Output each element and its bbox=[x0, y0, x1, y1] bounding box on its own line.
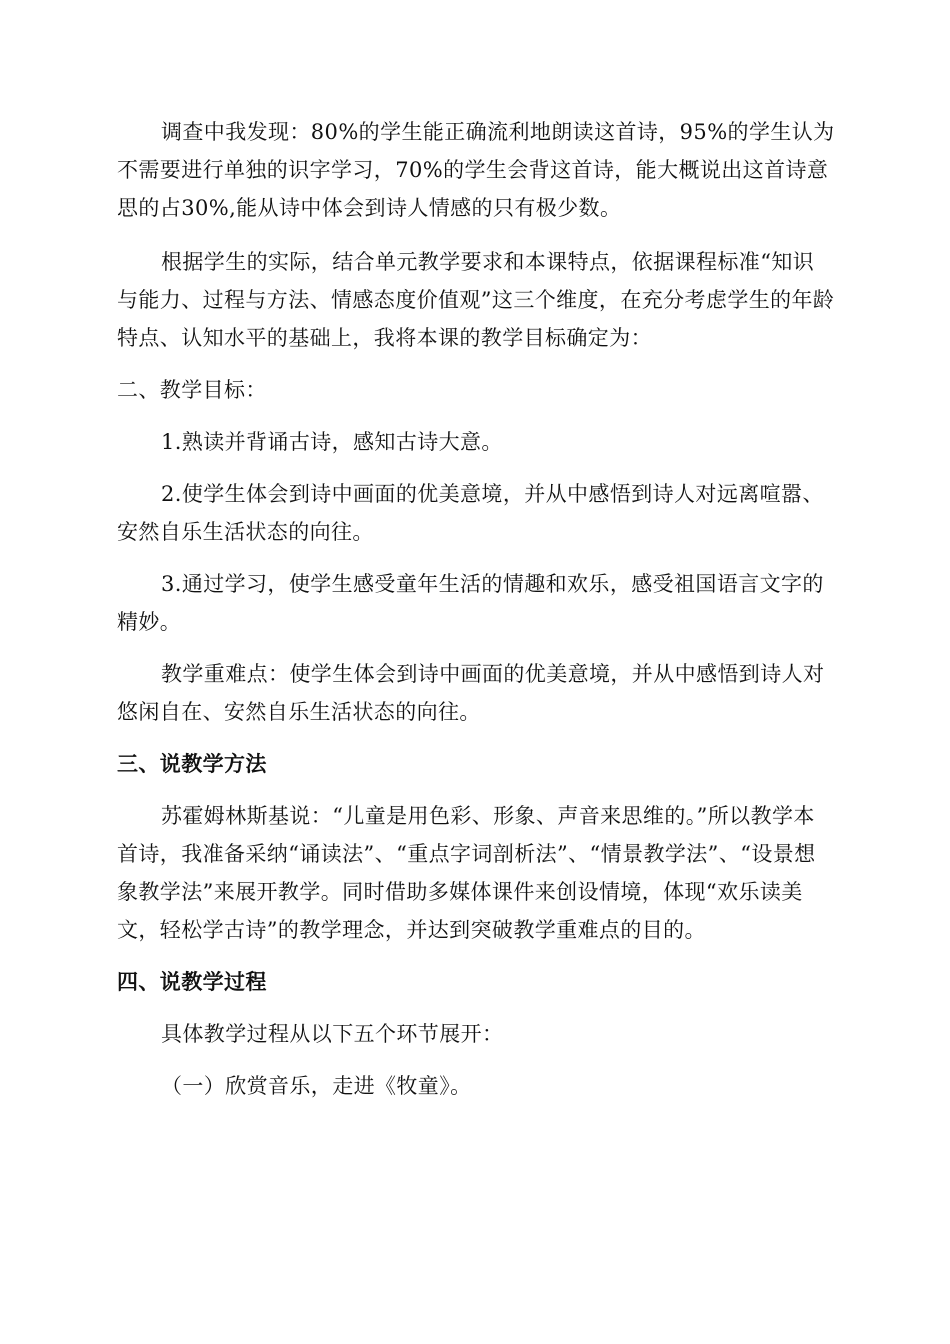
process-intro-paragraph: 具体教学过程从以下五个环节展开： bbox=[161, 1022, 504, 1046]
section-teaching-process-heading: 四、说教学过程 bbox=[117, 969, 267, 994]
section-teaching-methods-heading: 三、说教学方法 bbox=[117, 751, 267, 776]
survey-paragraph: 调查中我发现：80%的学生能正确流利地朗读这首诗，95%的学生认为不需要进行单独的识字学习，70%的学生会背这首诗，能大概说出这首诗意思的占30%,能从诗中体会到诗人情感的只有极少数。 bbox=[117, 120, 835, 220]
methods-paragraph: 苏霍姆林斯基说：“儿童是用色彩、形象、声音来思维的。”所以教学本首诗，我准备采纳“诵读法”、“重点字词剖析法”、“情景教学法”、“设景想象教学法”来展开教学。同时借助多媒体课件来创设情境，体现“欢乐读美文，轻松学古诗”的教学理念，并达到突破教学重难点的目的。 bbox=[117, 804, 816, 942]
section-teaching-goals-heading: 二、教学目标： bbox=[117, 378, 267, 402]
rationale-paragraph: 根据学生的实际，结合单元教学要求和本课特点，依据课程标准“知识与能力、过程与方法、情感态度价值观”这三个维度，在充分考虑学生的年龄特点、认知水平的基础上，我将本课的教学目标确定为： bbox=[117, 250, 835, 350]
key-difficulty-paragraph: 教学重难点：使学生体会到诗中画面的优美意境，并从中感悟到诗人对悠闲自在、安然自乐生活状态的向往。 bbox=[117, 662, 825, 724]
goal-item-3: 3.通过学习，使学生感受童年生活的情趣和欢乐，感受祖国语言文字的精妙。 bbox=[117, 572, 824, 634]
document-page bbox=[117, 113, 835, 1105]
goal-item-1: 1.熟读并背诵古诗，感知古诗大意。 bbox=[161, 430, 503, 454]
goal-item-2: 2.使学生体会到诗中画面的优美意境，并从中感悟到诗人对远离喧嚣、安然自乐生活状态的向往。 bbox=[117, 482, 824, 544]
process-step-1: （一）欣赏音乐，走进《牧童》。 bbox=[161, 1074, 472, 1098]
